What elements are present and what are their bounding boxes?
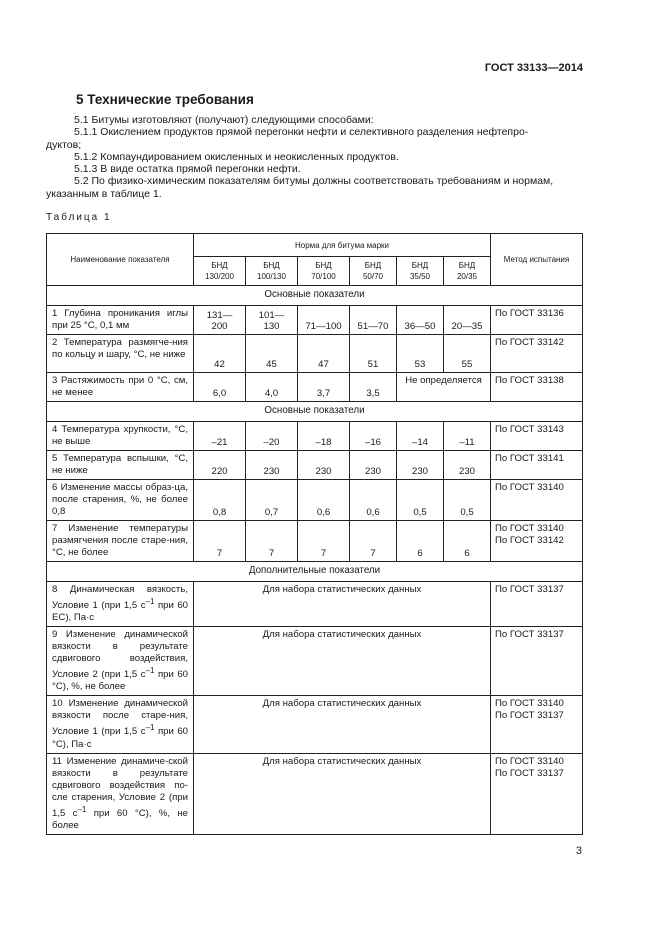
table-row [47, 627, 583, 696]
row-method: По ГОСТ 33137 [491, 627, 583, 696]
row-name [47, 753, 194, 834]
row-statistical: Для набора статистических данных [194, 582, 491, 627]
row-method: По ГОСТ 33140 По ГОСТ 33137 [491, 696, 583, 753]
row-method: По ГОСТ 33143 [491, 422, 583, 451]
paragraph-5-1-1-cont: дуктов; [46, 138, 82, 151]
paragraph-5-2-cont: указанным в таблице 1. [46, 187, 162, 200]
row-name-text: при 60 °С), Па·с [52, 726, 188, 750]
row-value: 47 [298, 335, 350, 373]
grade-type: БНД [211, 261, 228, 270]
table-row [47, 480, 583, 521]
header-method: Метод испытания [491, 234, 583, 286]
row-name: 1 Глубина проникания иглы при 25 °С, 0,1 мм [47, 306, 194, 335]
requirements-table [46, 233, 583, 835]
section-row [47, 286, 583, 306]
row-name-text: 8 Динамическая вязкость, Условие 1 (при 1,5 с [52, 584, 188, 612]
paragraph-5-1-2: 5.1.2 Компаундированием окисленных и неокисленных продуктов. [74, 150, 399, 163]
row-value: 230 [298, 451, 350, 480]
paragraph-5-1-3: 5.1.3 В виде остатка прямой перегонки нефти. [74, 163, 301, 176]
row-name-text: 11 Изменение динамиче-ской вязкости в результате сдвигового воздействия по-сле старения, Условие 2 (при 1,5 с [52, 755, 188, 819]
row-not-determined: Не определяется [397, 373, 491, 402]
row-value: –20 [246, 422, 298, 451]
grade-header [444, 257, 491, 286]
row-name-sup: –1 [145, 666, 155, 676]
grade-header [194, 257, 246, 286]
grade-header [350, 257, 397, 286]
section-row [47, 562, 583, 582]
row-value: 7 [298, 521, 350, 562]
paragraphs [46, 114, 579, 200]
grade-type: БНД [263, 261, 280, 270]
row-value: –18 [298, 422, 350, 451]
row-value: 36—50 [397, 306, 444, 335]
table-row [47, 582, 583, 627]
table-caption: Таблица 1 [46, 212, 112, 223]
row-value: 71—100 [298, 306, 350, 335]
row-name [47, 696, 194, 753]
grade-value: 50/70 [362, 272, 384, 281]
table-row [47, 306, 583, 335]
row-value: 4,0 [246, 373, 298, 402]
row-statistical: Для набора статистических данных [194, 753, 491, 834]
row-name-text: 9 Изменение динамической вязкости в результате сдвигового воздействия, Условие 2 (при 1,5 с [52, 629, 188, 681]
row-value: 53 [397, 335, 444, 373]
row-value: 55 [444, 335, 491, 373]
grade-header [397, 257, 444, 286]
row-value: 51—70 [350, 306, 397, 335]
row-name [47, 627, 194, 696]
row-method: По ГОСТ 33141 [491, 451, 583, 480]
grade-value: 70/100 [311, 272, 336, 281]
row-name: 6 Изменение массы образ-ца, после старения, %, не более 0,8 [47, 480, 194, 521]
header-norm: Норма для битума марки [194, 234, 491, 257]
table-row [47, 422, 583, 451]
row-name [47, 582, 194, 627]
section-additional: Дополнительные показатели [47, 562, 583, 582]
row-value: 0,5 [397, 480, 444, 521]
row-statistical: Для набора статистических данных [194, 696, 491, 753]
row-value: 230 [246, 451, 298, 480]
row-method: По ГОСТ 33140 [491, 480, 583, 521]
grade-type: БНД [315, 261, 332, 270]
row-value: 45 [246, 335, 298, 373]
table-header-row [47, 234, 583, 257]
row-value: 230 [397, 451, 444, 480]
row-value: 6,0 [194, 373, 246, 402]
row-value: 3,5 [350, 373, 397, 402]
row-value: 3,7 [298, 373, 350, 402]
row-name-text: при 60 °С), %, не более [52, 669, 188, 693]
standard-code: ГОСТ 33133—2014 [484, 62, 583, 74]
row-value: 42 [194, 335, 246, 373]
row-value: –21 [194, 422, 246, 451]
paragraph-5-1-1: 5.1.1 Окислением продуктов прямой перегонки нефти и селективного разделения нефтепро- [74, 126, 529, 139]
table-row [47, 753, 583, 834]
grade-value: 130/200 [205, 272, 234, 281]
row-name: 3 Растяжимость при 0 °С, см, не менее [47, 373, 194, 402]
row-name: 5 Температура вспышки, °С, не ниже [47, 451, 194, 480]
row-name-sup: –1 [77, 804, 87, 814]
row-value: 0,6 [298, 480, 350, 521]
table-row [47, 373, 583, 402]
row-value: 0,7 [246, 480, 298, 521]
table-row [47, 696, 583, 753]
table-row [47, 451, 583, 480]
row-name-text: при 60 ЕС), Па·с [52, 600, 188, 624]
paragraph-5-1: 5.1 Битумы изготовляют (получают) следующими способами: [74, 114, 374, 126]
section-row [47, 402, 583, 422]
grade-header [298, 257, 350, 286]
row-method: По ГОСТ 33142 [491, 335, 583, 373]
row-value: 7 [194, 521, 246, 562]
row-value: 101—130 [246, 306, 298, 335]
paragraph-5-2: 5.2 По физико-химическим показателям битумы должны соответствовать требованиям и нормам, [74, 175, 554, 188]
grade-header [246, 257, 298, 286]
section-basic-2: Основные показатели [47, 402, 583, 422]
row-value: –14 [397, 422, 444, 451]
grade-value: 20/35 [456, 272, 478, 281]
row-name-sup: –1 [145, 597, 155, 606]
section-basic-1: Основные показатели [47, 286, 583, 306]
table-row [47, 335, 583, 373]
row-value: 131—200 [194, 306, 246, 335]
row-method: По ГОСТ 33140 По ГОСТ 33137 [491, 753, 583, 834]
row-name-text: 10 Изменение динамической вязкости после старе-ния, Условие 1 (при 1,5 с [52, 698, 188, 738]
row-method: По ГОСТ 33137 [491, 582, 583, 627]
header-name: Наименование показателя [47, 234, 194, 286]
row-name: 4 Температура хрупкости, °С, не выше [47, 422, 194, 451]
row-method: По ГОСТ 33138 [491, 373, 583, 402]
table-row [47, 521, 583, 562]
row-value: 0,5 [444, 480, 491, 521]
page-number: 3 [575, 845, 582, 857]
row-method: По ГОСТ 33136 [491, 306, 583, 335]
row-name: 7 Изменение температуры размягчения после старе-ния, °С, не более [47, 521, 194, 562]
row-value: 230 [350, 451, 397, 480]
row-value: –16 [350, 422, 397, 451]
row-method: По ГОСТ 33140 По ГОСТ 33142 [491, 521, 583, 562]
row-value: –11 [444, 422, 491, 451]
row-value: 0,8 [194, 480, 246, 521]
row-value: 6 [397, 521, 444, 562]
grade-value: 100/130 [257, 272, 286, 281]
row-value: 6 [444, 521, 491, 562]
row-statistical: Для набора статистических данных [194, 627, 491, 696]
row-value: 7 [246, 521, 298, 562]
row-name: 2 Температура размягче-ния по кольцу и шару, °С, не ниже [47, 335, 194, 373]
row-value: 220 [194, 451, 246, 480]
grade-type: БНД [364, 261, 382, 270]
grade-type: БНД [411, 261, 429, 270]
row-value: 20—35 [444, 306, 491, 335]
row-value: 51 [350, 335, 397, 373]
row-value: 7 [350, 521, 397, 562]
section-title: 5 Технические требования [76, 92, 254, 107]
row-value: 0,6 [350, 480, 397, 521]
row-name-sup: –1 [145, 723, 155, 733]
grade-type: БНД [458, 261, 476, 270]
row-name-text: при 60 °С), %, не более [52, 807, 188, 831]
grade-value: 35/50 [409, 272, 431, 281]
row-value: 230 [444, 451, 491, 480]
